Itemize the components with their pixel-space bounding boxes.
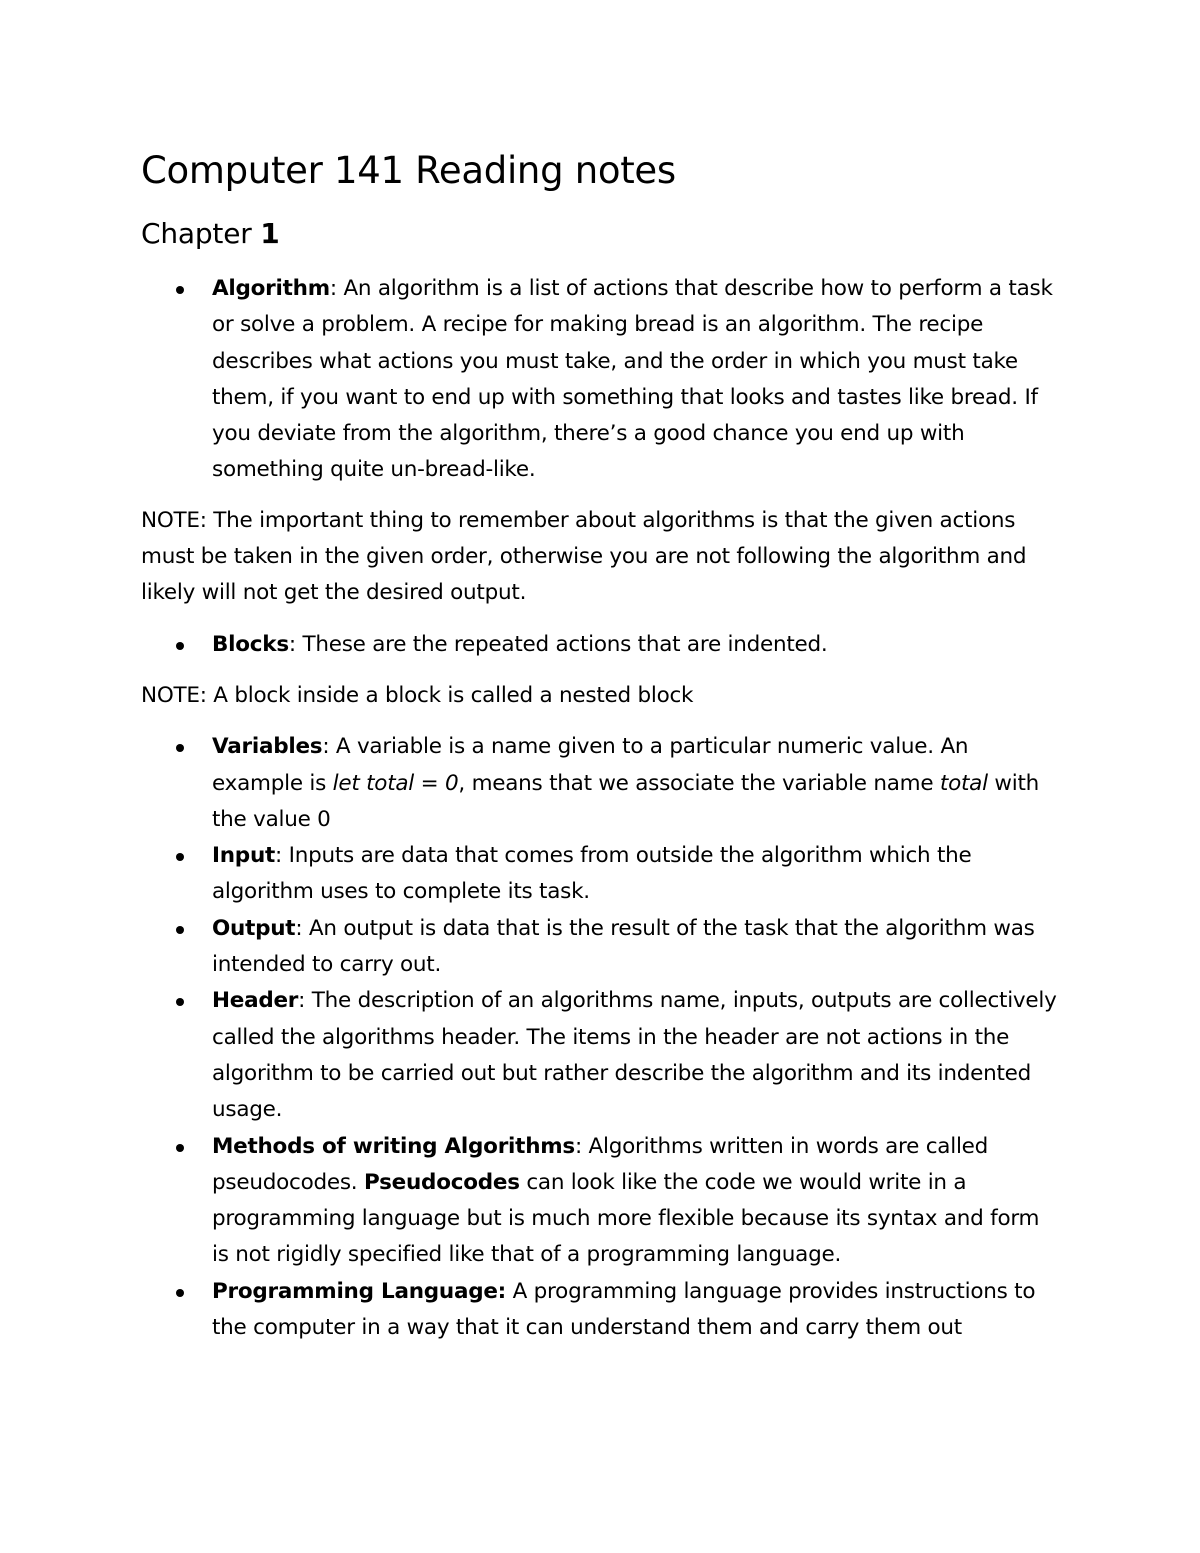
document-content bbox=[141, 148, 1061, 1346]
definition-methods-a: : Algorithms written in words are called pseudocodes. bbox=[212, 1133, 989, 1195]
term-pseudocodes: Pseudocodes bbox=[363, 1169, 520, 1195]
list-item-output bbox=[141, 911, 1061, 984]
term-output: Output bbox=[212, 915, 296, 941]
chapter-heading bbox=[141, 216, 1061, 252]
definition-variables-b: = bbox=[414, 770, 445, 796]
list-item-header bbox=[141, 983, 1061, 1128]
definition-algorithm: : An algorithm is a list of actions that describe how to perform a task or solve a problem. A recipe for making bread is an algorithm. The recipe describes what actions you must take, and the order in which you must take them, if you want to end up with something that looks and tastes like bread. If you deviate from the algorithm, there’s a good chance you end up with something quite un-bread-like. bbox=[212, 276, 1053, 483]
term-methods: Methods of writing Algorithms bbox=[212, 1133, 575, 1159]
note-nested-block: NOTE: A block inside a block is called a nested block bbox=[141, 682, 694, 708]
definition-output: : An output is data that is the result of the task that the algorithm was intended to carry out. bbox=[212, 915, 1035, 978]
bullet-list-blocks bbox=[141, 627, 1061, 663]
definition-variables-c: , means that we associate the variable name bbox=[458, 770, 940, 796]
term-header: Header bbox=[212, 988, 299, 1014]
bullet-icon bbox=[176, 744, 184, 752]
bullet-icon bbox=[176, 1289, 184, 1297]
definition-variables-d: with the value 0 bbox=[212, 770, 1040, 832]
chapter-label: Chapter bbox=[141, 217, 261, 250]
bullet-icon bbox=[176, 998, 184, 1006]
bullet-list-concepts bbox=[141, 729, 1061, 1346]
bullet-icon bbox=[176, 853, 184, 861]
definition-methods-b: can look like the code we would write in a programming language but is much more flexible because its syntax and form is not rigidly specified like that of a programming language. bbox=[212, 1169, 1040, 1268]
list-item-blocks bbox=[141, 627, 1061, 663]
definition-input: : Inputs are data that comes from outside the algorithm which the algorithm uses to complete its task. bbox=[212, 843, 972, 905]
term-blocks: Blocks bbox=[212, 631, 289, 657]
list-item-algorithm bbox=[141, 271, 1061, 489]
list-item-input bbox=[141, 838, 1061, 911]
definition-programming-language: A programming language provides instructions to the computer in a way that it can understand them and carry them out bbox=[212, 1278, 1036, 1341]
term-input: Input bbox=[212, 843, 276, 869]
document-title: Computer 141 Reading notes bbox=[141, 149, 676, 192]
list-item-programming-language bbox=[141, 1274, 1061, 1347]
term-programming-language: Programming Language: bbox=[212, 1278, 507, 1304]
bullet-icon bbox=[176, 286, 184, 294]
term-variables: Variables bbox=[212, 734, 323, 760]
bullet-icon bbox=[176, 642, 184, 650]
code-var-name: total bbox=[939, 770, 988, 796]
definition-blocks: : These are the repeated actions that are indented. bbox=[288, 631, 828, 657]
definition-variables-a: : A variable is a name given to a particular numeric value. An example is bbox=[212, 734, 969, 796]
term-algorithm: Algorithm bbox=[212, 276, 330, 301]
chapter-number: 1 bbox=[260, 217, 280, 250]
bullet-icon bbox=[176, 1144, 184, 1152]
list-item-methods bbox=[141, 1129, 1061, 1274]
bullet-icon bbox=[176, 926, 184, 934]
bullet-list-algorithm bbox=[141, 271, 1061, 489]
code-value: 0 bbox=[444, 770, 459, 796]
definition-header: : The description of an algorithms name, inputs, outputs are collectively called the algorithms header. The items in the header are not actions in the algorithm to be carried out but rather describe the algorithm and its indented usage. bbox=[212, 988, 1057, 1123]
code-let-total: let total bbox=[332, 770, 415, 796]
list-item-variables bbox=[141, 729, 1061, 838]
note-algorithms: NOTE: The important thing to remember about algorithms is that the given actions must be taken in the given order, otherwise you are not following the algorithm and likely will not get the desired output. bbox=[141, 507, 1027, 606]
